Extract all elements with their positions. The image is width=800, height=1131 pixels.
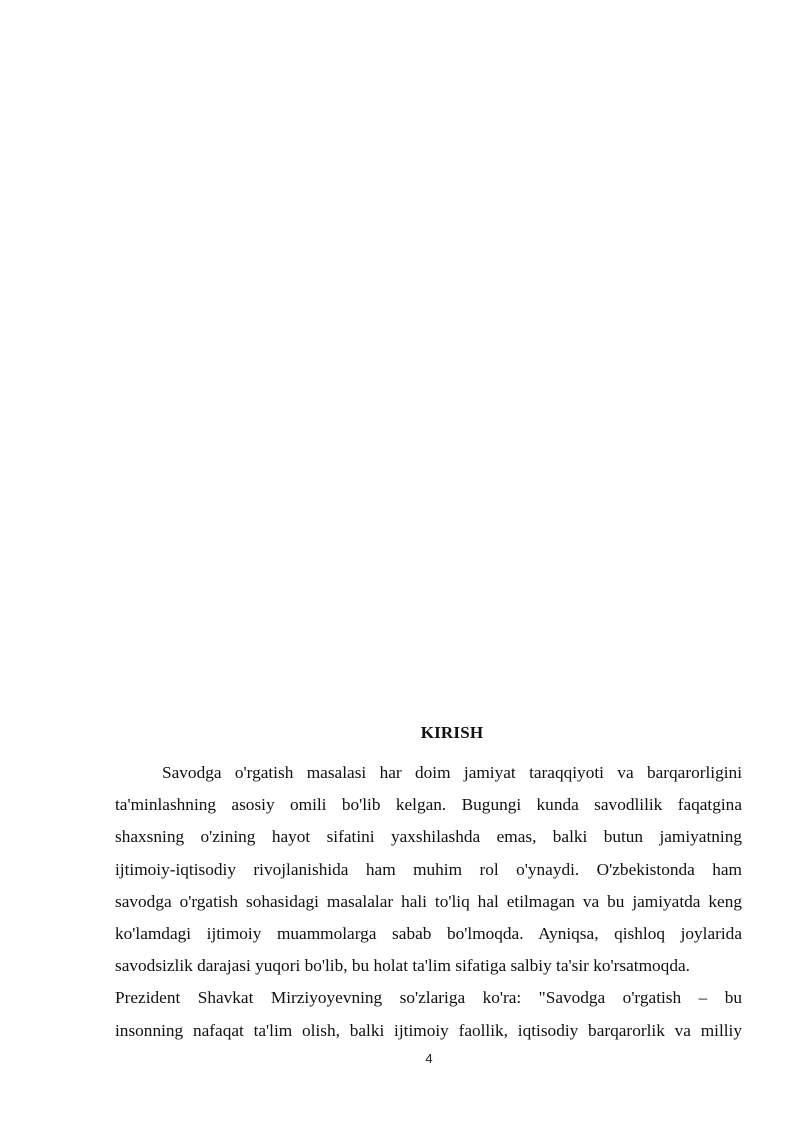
page-number: 4 (425, 1051, 433, 1066)
body-paragraph (115, 757, 742, 1047)
paragraph-line: shaxsning o'zining hayot sifatini yaxshilashda emas, balki butun jamiyatning (115, 827, 742, 847)
section-heading: KIRISH (420, 723, 484, 742)
paragraph-line: ko'lamdagi ijtimoiy muammolarga sabab bo'lmoqda. Ayniqsa, qishloq joylarida (115, 923, 742, 943)
paragraph-line: Prezident Shavkat Mirziyoyevning so'zlariga ko'ra: "Savodga o'rgatish – bu (115, 988, 742, 1008)
paragraph-line: insonning nafaqat ta'lim olish, balki ijtimoiy faollik, iqtisodiy barqarorlik va milliy (115, 1020, 742, 1040)
paragraph-line: savodsizlik darajasi yuqori bo'lib, bu holat ta'lim sifatiga salbiy ta'sir ko'rsatmoqda. (115, 956, 690, 976)
paragraph-line: ijtimoiy-iqtisodiy rivojlanishida ham muhim rol o'ynaydi. O'zbekistonda ham (115, 859, 742, 879)
paragraph-line: ta'minlashning asosiy omili bo'lib kelgan. Bugungi kunda savodlilik faqatgina (115, 795, 742, 815)
paragraph-line: savodga o'rgatish sohasidagi masalalar hali to'liq hal etilmagan va bu jamiyatda keng (115, 891, 742, 911)
paragraph-line: Savodga o'rgatish masalasi har doim jamiyat taraqqiyoti va barqarorligini (162, 763, 742, 782)
